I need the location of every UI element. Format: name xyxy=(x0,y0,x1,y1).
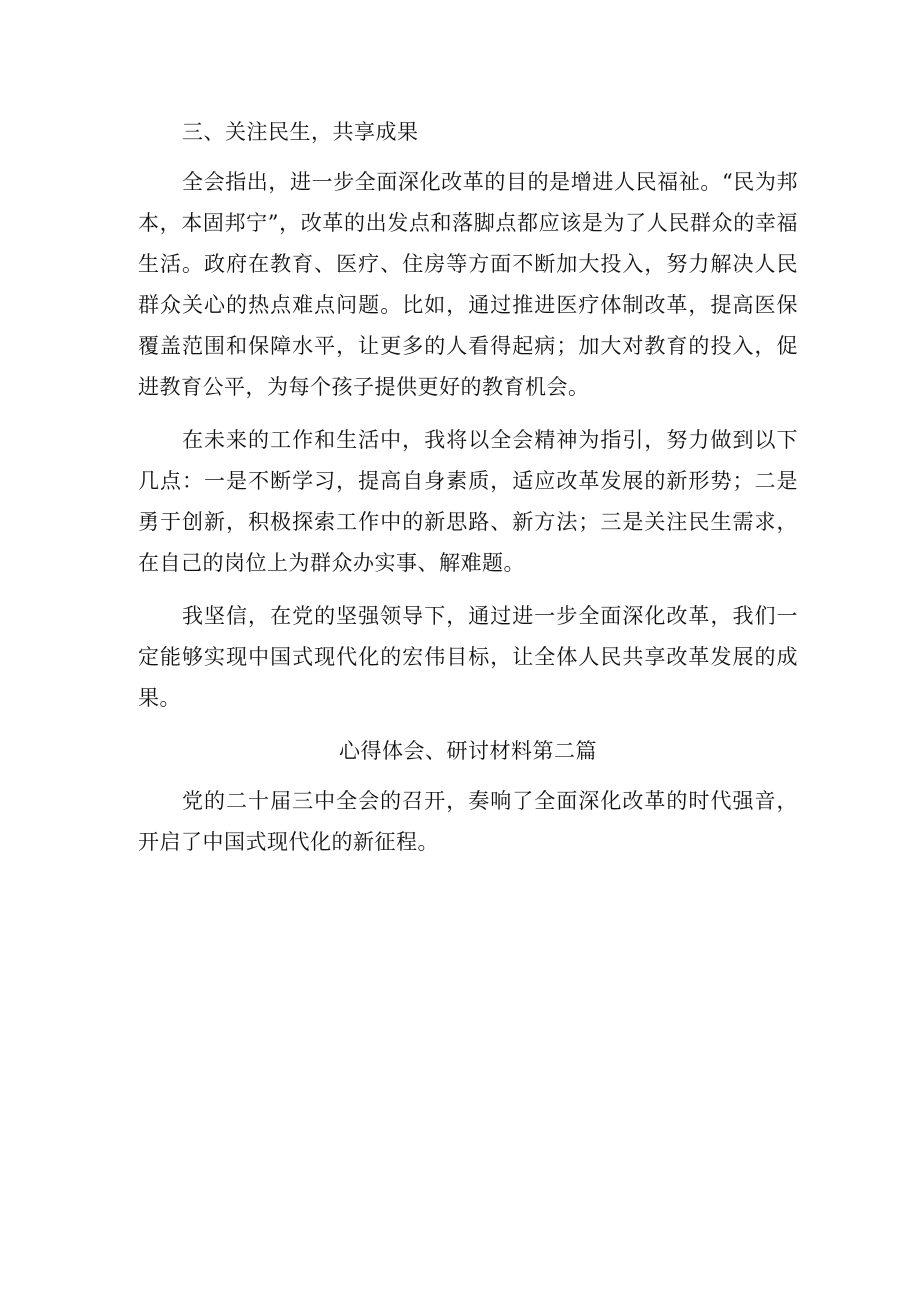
second-article-title: 心得体会、研讨材料第二篇 xyxy=(339,739,597,763)
paragraph-second-article-intro: 党的二十届三中全会的召开，奏响了全面深化改革的时代强音，开启了中国式现代化的新征程。 xyxy=(138,789,798,854)
paragraph-conviction: 我坚信，在党的坚强领导下，通过进一步全面深化改革，我们一定能够实现中国式现代化的宏伟目标，让全体人民共享改革发展的成果。 xyxy=(138,604,798,710)
section-heading: 三、关注民生，共享成果 xyxy=(182,120,419,144)
document-body xyxy=(138,112,798,875)
paragraph-future-work: 在未来的工作和生活中，我将以全会精神为指引，努力做到以下几点：一是不断学习，提高自身素质，适应改革发展的新形势；二是勇于创新，积极探索工作中的新思路、新方法；三是关注民生需求，在自己的岗位上为群众办实事、解难题。 xyxy=(138,428,798,575)
paragraph-livelihood: 全会指出，进一步全面深化改革的目的是增进人民福祉。“民为邦本，本固邦宁”，改革的出发点和落脚点都应该是为了人民群众的幸福生活。政府在教育、医疗、住房等方面不断加大投入，努力解决人民群众关心的热点难点问题。比如，通过推进医疗体制改革，提高医保覆盖范围和保障水平，让更多的人看得起病；加大对教育的投入，促进教育公平，为每个孩子提供更好的教育机会。 xyxy=(138,170,798,399)
